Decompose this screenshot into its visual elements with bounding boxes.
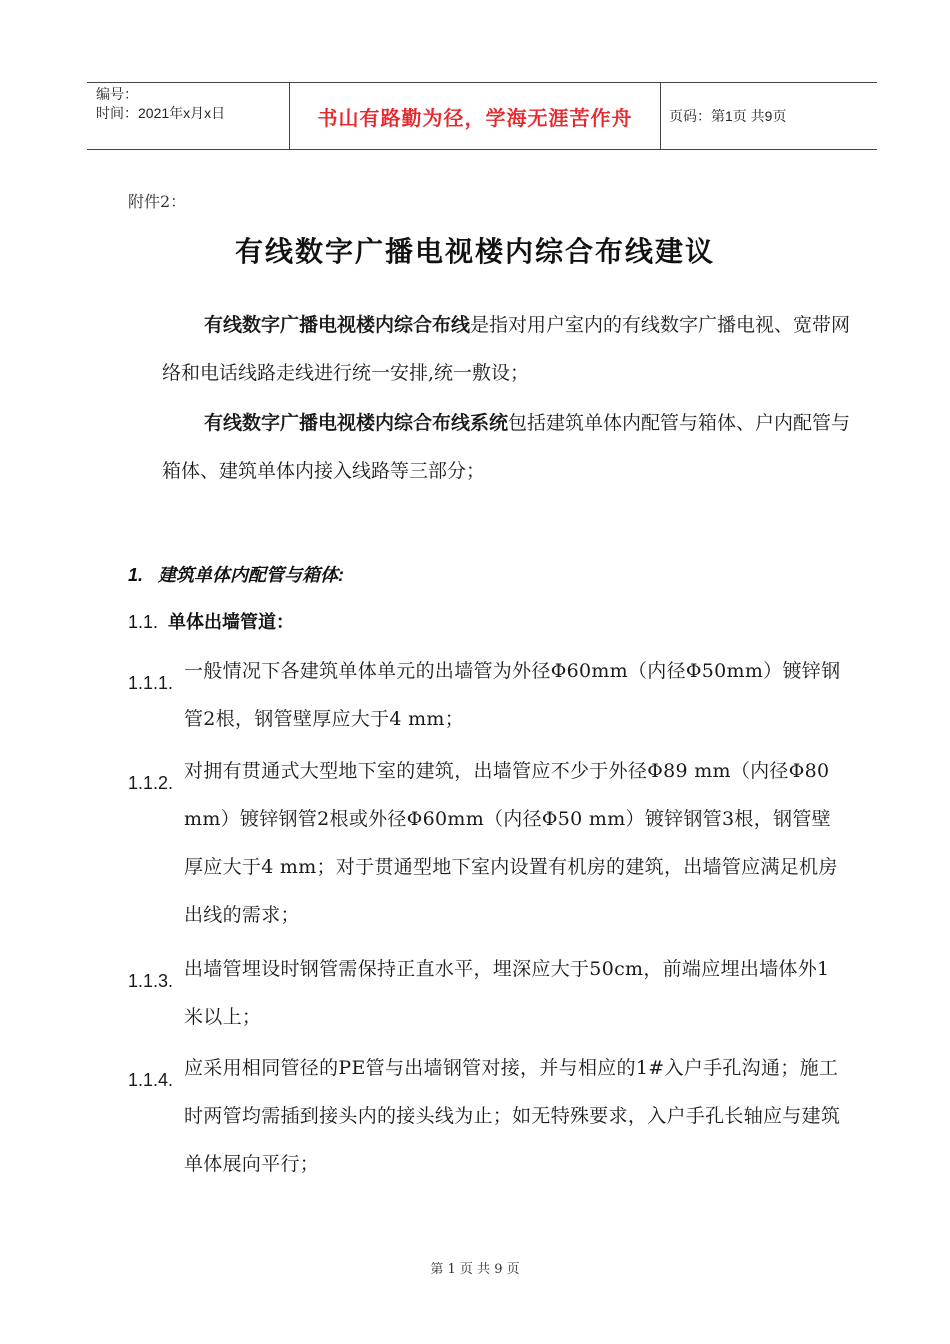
- document-title: 有线数字广播电视楼内综合布线建议: [234, 235, 715, 268]
- intro-term-1: 有线数字广播电视楼内综合布线: [204, 314, 471, 336]
- section-1-number: 1.: [128, 565, 144, 585]
- item-text: 应采用相同管径的PE管与出墙钢管对接，并与相应的1#入户手孔沟通；施工时两管均需插到接头内的接头线为止；如无特殊要求，入户手孔长轴应与建筑单体展向平行；: [184, 1057, 841, 1175]
- item-number: 1.1.1.: [128, 673, 174, 693]
- item-number: 1.1.4.: [128, 1070, 174, 1090]
- item-number: 1.1.3.: [128, 971, 174, 991]
- motto: 书山有路勤为径，学海无涯苦作舟: [289, 83, 661, 149]
- section-1-title: 建筑单体内配管与箱体:: [158, 565, 345, 585]
- page-footer: 第 1 页 共 9 页: [430, 1262, 520, 1277]
- section-1-heading: [128, 561, 344, 587]
- intro-text-1: 是指对用户室内的有线数字广播电视、宽带网络和电话线路走线进行统一安排,统一敷设；: [162, 314, 851, 384]
- list-item: [128, 647, 848, 743]
- intro-paragraph-1: [162, 301, 862, 397]
- header-table: [87, 82, 877, 150]
- header-meta: [87, 83, 289, 149]
- intro-text-2: 包括建筑单体内配管与箱体、户内配管与箱体、建筑单体内接入线路等三部分；: [162, 412, 851, 482]
- list-item: [128, 945, 848, 1041]
- list-item: [128, 747, 848, 939]
- attachment-label: 附件2：: [128, 192, 187, 211]
- item-text: 出墙管埋设时钢管需保持正直水平，埋深应大于50cm，前端应埋出墙体外1米以上；: [184, 958, 830, 1028]
- section-1-1-title: 单体出墙管道：: [168, 612, 295, 633]
- item-text: 对拥有贯通式大型地下室的建筑，出墙管应不少于外径Φ89 mm（内径Φ80 mm）镀锌钢管2根或外径Φ60mm（内径Φ50 mm）镀锌钢管3根，钢管壁厚应大于4 mm；对于贯通型地下室内设置有机房的建筑，出墙管应满足机房出线的需求；: [184, 760, 838, 926]
- intro-paragraph-2: [162, 399, 862, 495]
- page-label: 页码：第1页 共9页: [669, 108, 787, 124]
- list-item: [128, 1044, 848, 1188]
- time-label: 时间：2021年x月x日: [96, 105, 226, 121]
- section-1-1-number: 1.1.: [128, 612, 159, 632]
- item-text: 一般情况下各建筑单体单元的出墙管为外径Φ60mm（内径Φ50mm）镀锌钢管2根，钢管壁厚应大于4 mm；: [184, 660, 841, 730]
- intro-term-2: 有线数字广播电视楼内综合布线系统: [204, 412, 509, 434]
- section-1-1-heading: [128, 608, 294, 634]
- item-number: 1.1.2.: [128, 773, 174, 793]
- number-label: 编号：: [96, 86, 138, 102]
